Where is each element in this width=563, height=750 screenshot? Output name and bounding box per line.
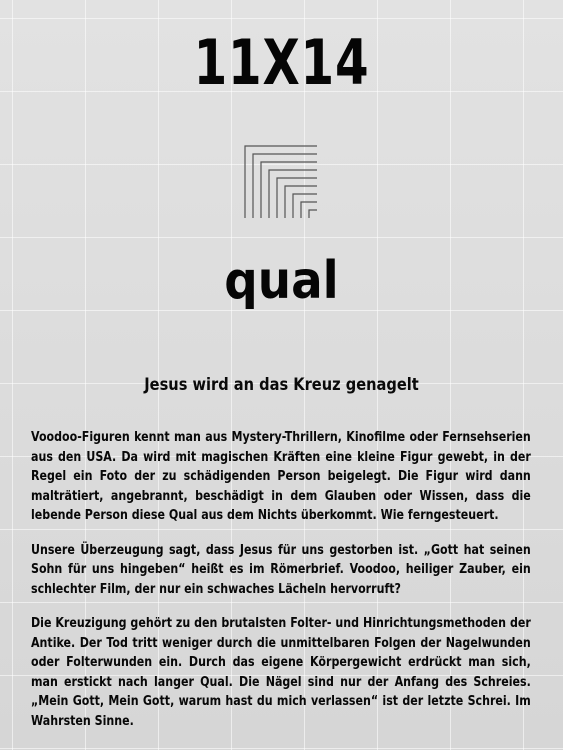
nested-corner-lines-icon: [244, 145, 318, 219]
logo-line: [309, 210, 317, 218]
logo-line: [293, 194, 317, 218]
logo-line: [245, 146, 317, 218]
date-title: 11X14: [193, 26, 370, 99]
logo-line: [277, 178, 317, 218]
paragraph-voodoo: Voodoo-Figuren kennt man aus Mystery-Thrillern, Kinofilme oder Fernsehserien aus den USA. Da wird mit magischen Kräften eine kleine Figur gewebt, in der Regel ein Foto der zu schädigenden Person beigelegt. Die Figur wird dann malträtiert, angebrannt, beschädigt in dem Glauben oder Wissen, dass die lebende Person diese Qual aus dem Nichts überkommt. Wie ferngesteuert.: [31, 430, 531, 523]
paragraph-belief: Unsere Überzeugung sagt, dass Jesus für uns gestorben ist. „Gott hat seinen Sohn für uns hingeben“ heißt es im Römerbrief. Voodoo, heiliger Zauber, ein schlechter Film, der nur ein schwaches Lächeln hervorruft?: [31, 542, 531, 597]
subtitle: Jesus wird an das Kreuz genagelt: [144, 375, 419, 395]
paragraph-crucifixion: Die Kreuzigung gehört zu den brutalsten Folter- und Hinrichtungsmethoden der Antike. Der Tod tritt weniger durch die unmittelbaren Folgen der Nagelwunden oder Folterwunden ein. Durch das eigene Körpergewicht erdrückt man sich, man erstickt nach langer Qual. Die Nägel sind nur der Anfang des Schreies. „Mein Gott, Mein Gott, warum hast du mich verlassen“ ist der letzte Schrei. Im Wahrsten Sinne.: [31, 616, 531, 729]
body-text: [31, 428, 531, 746]
word-title: qual: [224, 251, 339, 311]
